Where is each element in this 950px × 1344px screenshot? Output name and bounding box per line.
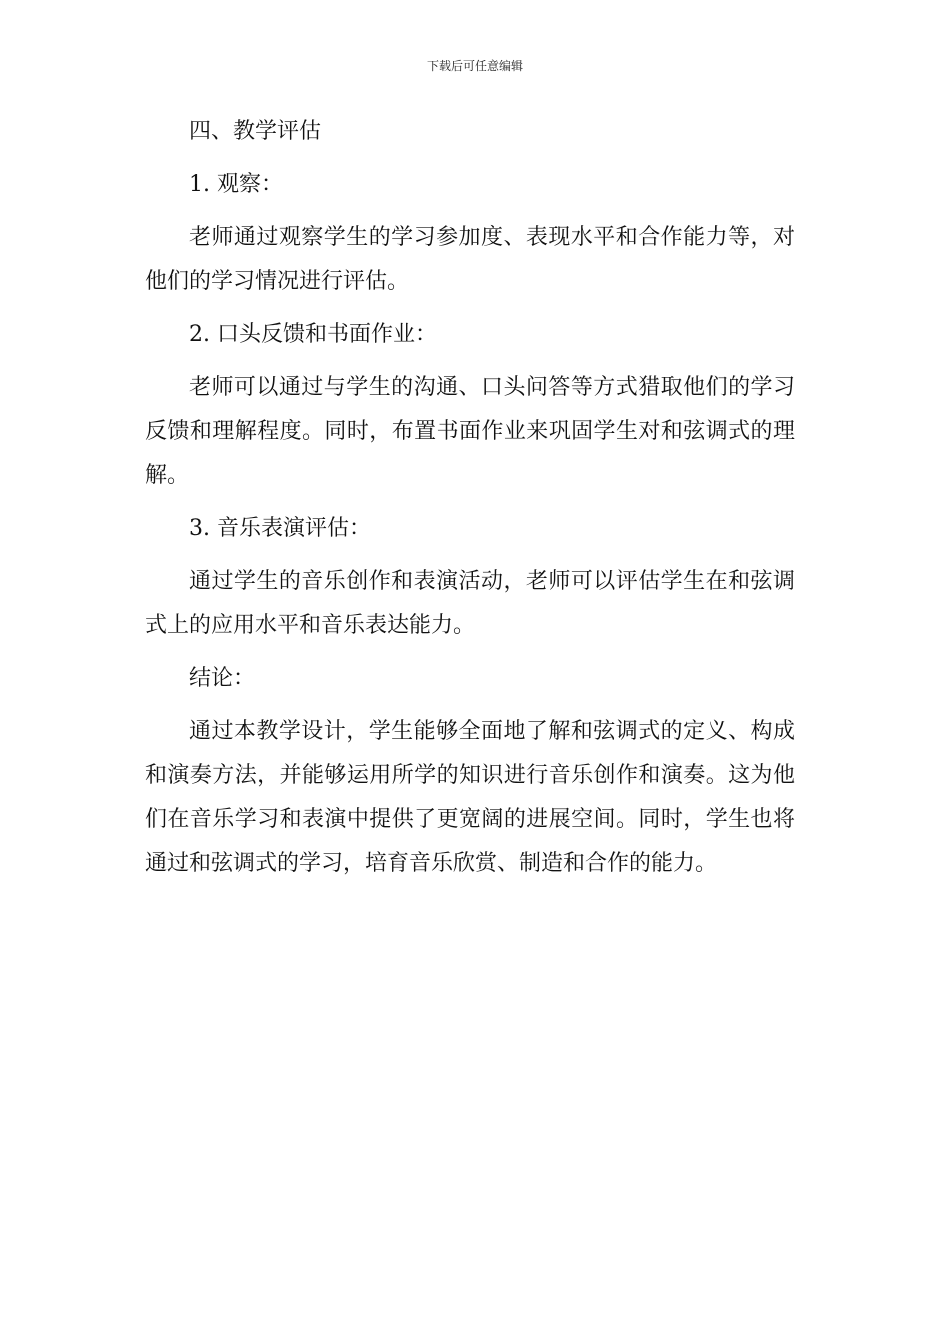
- item1-heading: 1. 观察：: [189, 172, 283, 197]
- item3-paragraph: 通过学生的音乐创作和表演活动，老师可以评估学生在和弦调式上的应用水平和音乐表达能力。: [145, 569, 795, 638]
- item3-heading: 3. 音乐表演评估：: [189, 516, 371, 541]
- item1-paragraph: 老师通过观察学生的学习参加度、表现水平和合作能力等，对他们的学习情况进行评估。: [145, 225, 795, 294]
- conclusion-heading: 结论：: [189, 666, 256, 691]
- document-body: [145, 110, 795, 886]
- item2-paragraph: 老师可以通过与学生的沟通、口头问答等方式猎取他们的学习反馈和理解程度。同时，布置书面作业来巩固学生对和弦调式的理解。: [145, 375, 795, 488]
- item2-heading: 2. 口头反馈和书面作业：: [189, 322, 437, 347]
- conclusion-paragraph: 通过本教学设计，学生能够全面地了解和弦调式的定义、构成和演奏方法，并能够运用所学的知识进行音乐创作和演奏。这为他们在音乐学习和表演中提供了更宽阔的进展空间。同时，学生也将通过和弦调式的学习，培育音乐欣赏、制造和合作的能力。: [145, 719, 795, 876]
- section-title: 四、教学评估: [189, 119, 322, 144]
- header-note: 下载后可任意编辑: [426, 59, 523, 73]
